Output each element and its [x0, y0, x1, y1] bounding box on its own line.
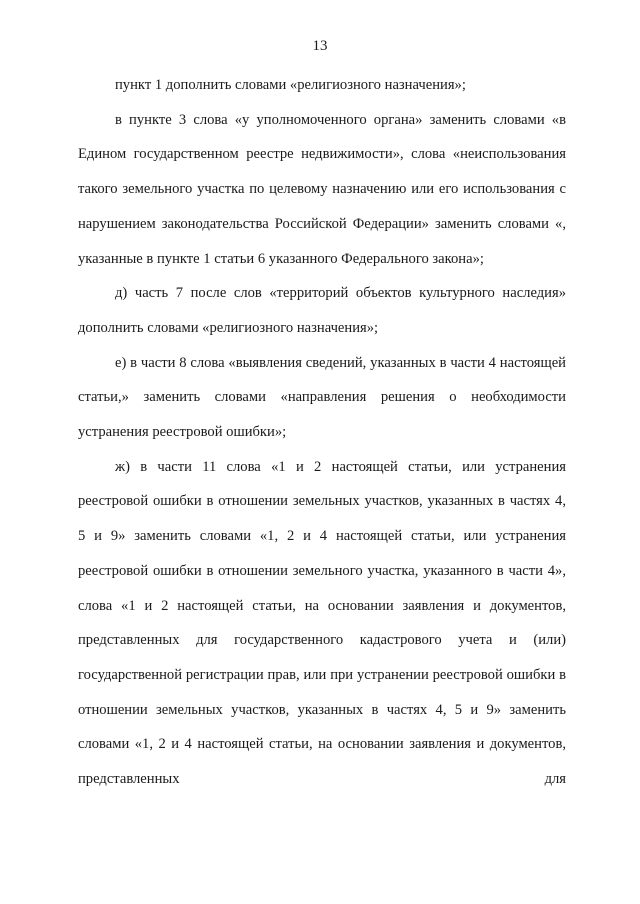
paragraph-item-3: в пункте 3 слова «у уполномоченного органа» заменить словами «в Едином государственном реестре недвижимости», слова «неиспользования такого земельного участка по целевому назначению или его использования с нарушением законодательства Российской Федерации» заменить словами «, указанные в пункте 1 статьи 6 указанного Федерального закона»;	[78, 111, 566, 267]
paragraph-item-1: пункт 1 дополнить словами «религиозного назначения»;	[115, 77, 466, 93]
paragraph-d: д) часть 7 после слов «территорий объектов культурного наследия» дополнить словами «религиозного назначения»;	[78, 285, 566, 336]
page-number: 13	[312, 38, 328, 54]
paragraph-e: е) в части 8 слова «выявления сведений, указанных в части 4 настоящей статьи,» заменить словами «направления решения о необходимости устранения реестровой ошибки»;	[78, 354, 566, 441]
document-body	[78, 68, 566, 797]
paragraph-zh: ж) в части 11 слова «1 и 2 настоящей статьи, или устранения реестровой ошибки в отношении земельных участков, указанных в частях 4, 5 и 9» заменить словами «1, 2 и 4 настоящей статьи, или устранения реестровой ошибки в отношении земельного участка, указанного в части 4», слова «1 и 2 настоящей статьи, на основании заявления и документов, представленных для государственного кадастрового учета и (или) государственной регистрации прав, или при устранении реестровой ошибки в отношении земельных участков, указанных в частях 4, 5 и 9» заменить словами «1, 2 и 4 настоящей статьи, на основании заявления и документов, представленных для	[78, 458, 566, 788]
